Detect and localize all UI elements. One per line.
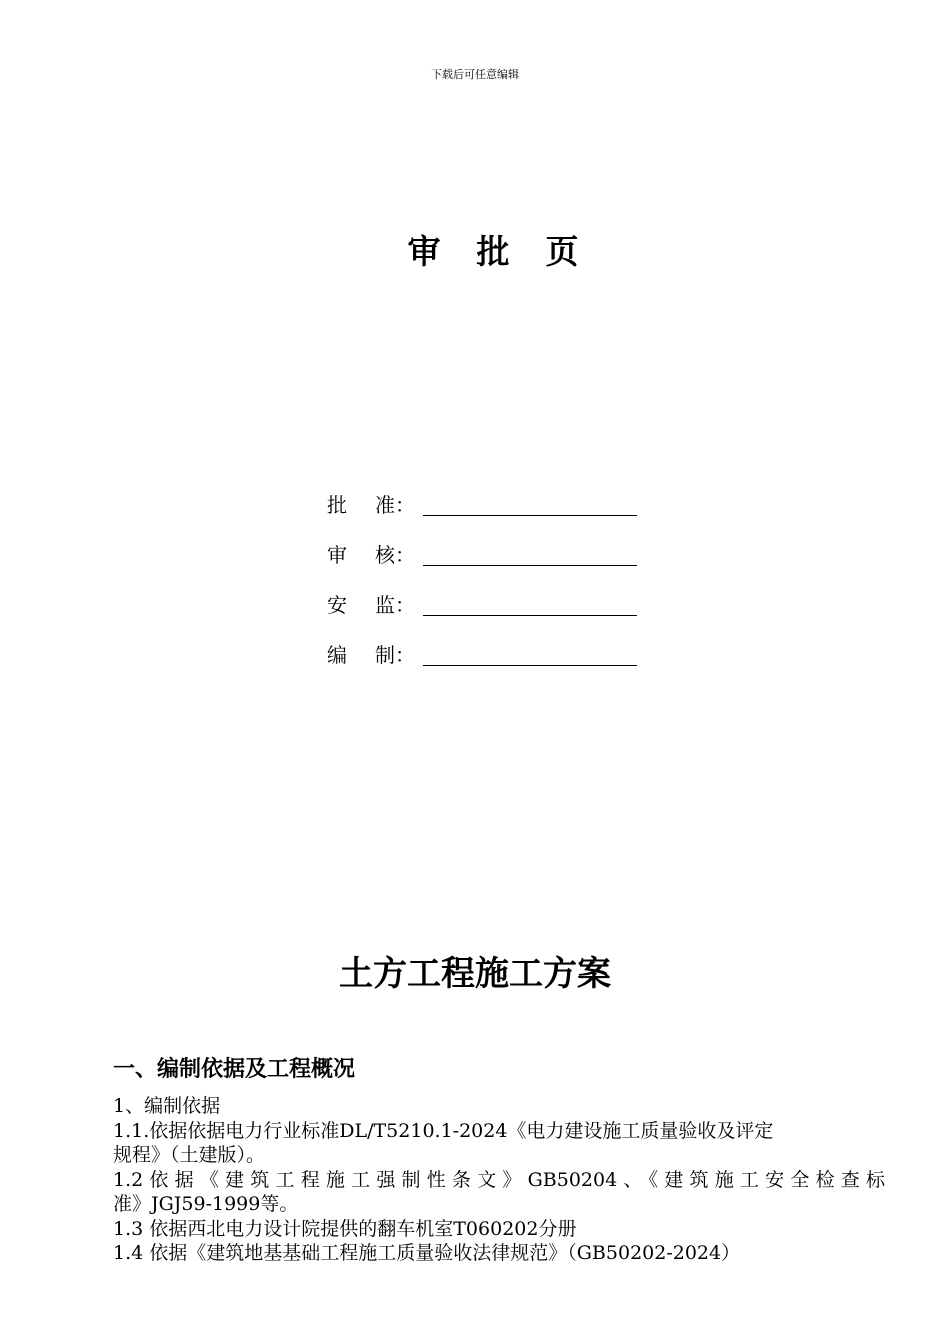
signature-label: 审 核： (327, 543, 415, 567)
body-line: 1.1.依据依据电力行业标准DL/T5210.1-2024《电力建设施工质量验收及评定 (113, 1119, 774, 1142)
body-line: 1.3 依据西北电力设计院提供的翻车机室T060202分册 (113, 1217, 577, 1240)
signature-block (327, 468, 637, 668)
signature-line (423, 541, 637, 566)
body-line: 准》JGJ59-1999等。 (113, 1193, 299, 1215)
section-body (113, 1094, 885, 1266)
signature-line (423, 591, 637, 616)
body-line: 规程》（土建版）。 (113, 1144, 266, 1166)
signature-label: 批 准： (327, 493, 415, 517)
body-line: 1.4 依据《建筑地基基础工程施工质量验收法律规范》（GB50202-2024） (113, 1242, 741, 1264)
approval-page-title: 审批页 (407, 232, 615, 271)
body-line: 1.2依据《建筑工程施工强制性条文》GB50204、《建筑施工安全检查标 (113, 1168, 885, 1191)
signature-row-approve (327, 468, 637, 518)
signature-row-compile (327, 618, 637, 668)
header-note: 下载后可任意编辑 (431, 68, 519, 81)
signature-row-review (327, 518, 637, 568)
section-heading: 一、编制依据及工程概况 (113, 1057, 356, 1082)
signature-row-safety (327, 568, 637, 618)
signature-line (423, 491, 637, 516)
body-line: 1、编制依据 (113, 1095, 221, 1117)
signature-label: 编 制： (327, 643, 415, 667)
signature-line (423, 641, 637, 666)
document-title: 土方工程施工方案 (339, 954, 611, 994)
signature-label: 安 监： (327, 593, 415, 617)
